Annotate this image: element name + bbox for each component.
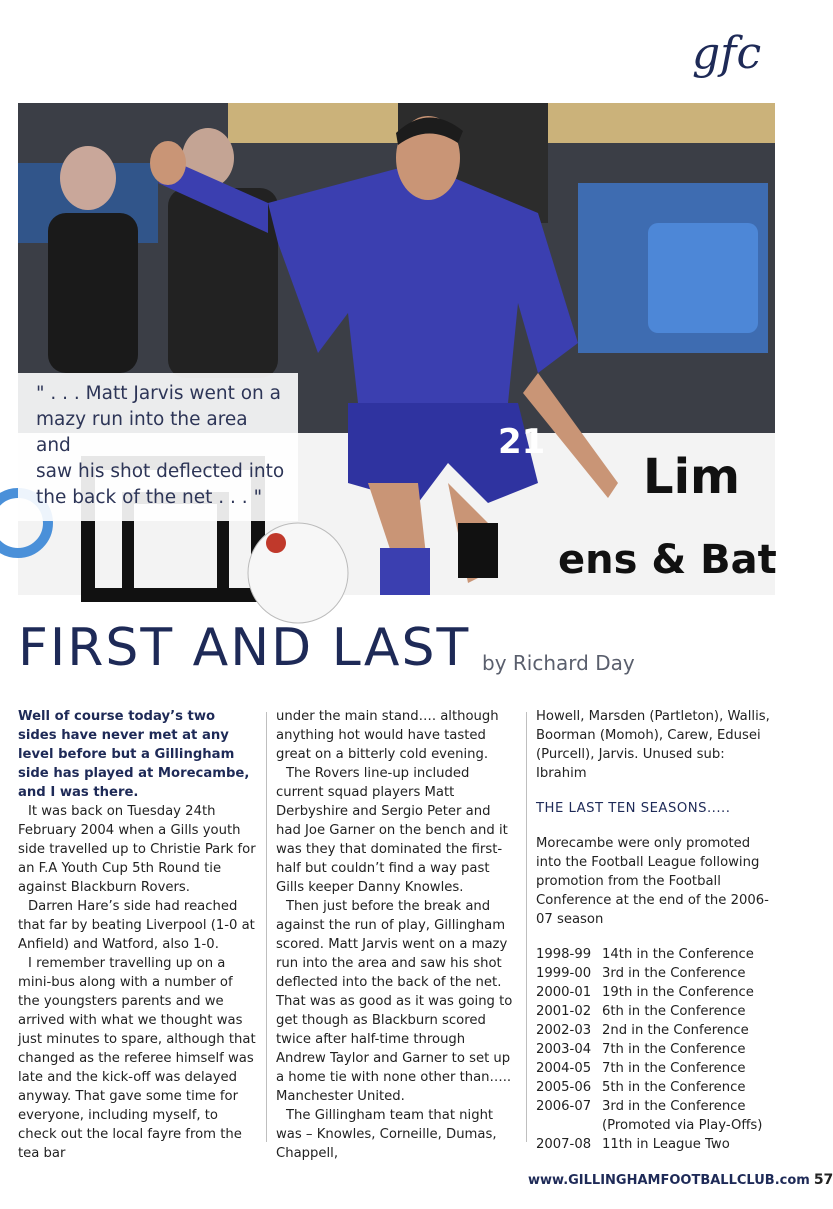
season-year: 1998-99 — [536, 947, 592, 962]
season-result: 14th in the Conference — [602, 947, 754, 962]
page-number: 57 — [813, 1172, 833, 1188]
promotion-note: Morecambe were only promoted into the Football League following promotion from the Football Conference at the end of the 2006-07 season — [536, 836, 769, 927]
pull-quote-line: the back of the net . . . " — [36, 487, 263, 508]
article-column-3 — [536, 707, 776, 1154]
season-row — [536, 1135, 776, 1154]
article-paragraph: Then just before the break and against the run of play, Gillingham scored. Matt Jarvis went on a mazy run into the area and saw his shot deflected into the back of the net. That was as good as it was going to get though as Blackburn scored twice after half-time through Andrew Taylor and Garner to set up a home tie with none other than….. Manchester United. — [276, 899, 513, 1104]
article-paragraph: Howell, Marsden (Partleton), Wallis, Boorman (Momoh), Carew, Edusei (Purcell), Jarvis. Unused sub: Ibrahim — [536, 709, 770, 781]
season-row — [536, 1021, 776, 1040]
season-year: 2001-02 — [536, 1004, 592, 1019]
article-lead: Well of course today’s two sides have never met at any level before but a Gillingham side has played at Morecambe, and I was there. — [18, 709, 250, 800]
banner-text-2: ens & Bat — [558, 537, 777, 583]
season-row — [536, 1097, 776, 1135]
season-result: 19th in the Conference — [602, 985, 754, 1000]
banner-text: Lim — [643, 449, 741, 505]
season-year: 2007-08 — [536, 1137, 592, 1152]
article-paragraph: under the main stand…. although anything hot would have tasted great on a bitterly cold evening. — [276, 709, 499, 762]
section-subheading: THE LAST TEN SEASONS..... — [536, 801, 731, 816]
match-photo — [18, 103, 775, 595]
shirt-number: 21 — [498, 422, 546, 462]
season-row — [536, 1059, 776, 1078]
article-column-1 — [18, 707, 256, 1163]
season-result: 3rd in the Conference (Promoted via Play-Offs) — [602, 1099, 763, 1133]
pull-quote — [18, 373, 298, 521]
club-logo-text: gfc — [692, 28, 762, 79]
article-paragraph: I remember travelling up on a mini-bus along with a number of the youngsters parents and we arrived with what we thought was just minutes to spare, although that changed as the referee himself was late and the kick-off was delayed anyway. That gave some time for everyone, including myself, to check out the local fayre from the tea bar — [18, 956, 256, 1161]
article-title: FIRST AND LAST — [18, 618, 471, 678]
season-result: 7th in the Conference — [602, 1061, 746, 1076]
season-row — [536, 1002, 776, 1021]
article-paragraph: It was back on Tuesday 24th February 2004 when a Gills youth side travelled up to Christie Park for an F.A Youth Cup 5th Round tie against Blackburn Rovers. — [18, 804, 256, 895]
season-result: 6th in the Conference — [602, 1004, 746, 1019]
season-year: 1999-00 — [536, 966, 592, 981]
season-year: 2006-07 — [536, 1099, 592, 1114]
season-row — [536, 1078, 776, 1097]
article-paragraph: Darren Hare’s side had reached that far by beating Liverpool (1-0 at Anfield) and Watford, also 1-0. — [18, 899, 255, 952]
club-website-link[interactable]: www.GILLINGHAMFOOTBALLCLUB.com — [528, 1173, 810, 1188]
season-row — [536, 945, 776, 964]
column-divider — [266, 712, 267, 1142]
season-result: 11th in League Two — [602, 1137, 730, 1152]
season-result: 2nd in the Conference — [602, 1023, 749, 1038]
season-year: 2002-03 — [536, 1023, 592, 1038]
pull-quote-line: " . . . Matt Jarvis went on a — [36, 383, 281, 404]
article-paragraph: The Rovers line-up included current squad players Matt Derbyshire and Sergio Peter and had Joe Garner on the bench and it was they that dominated the first-half but couldn’t find a way past Gills keeper Danny Knowles. — [276, 766, 508, 895]
season-row — [536, 964, 776, 983]
page-footer — [528, 1172, 833, 1188]
photo-illustration — [18, 103, 775, 595]
season-row — [536, 1040, 776, 1059]
article-byline: by Richard Day — [482, 651, 635, 675]
article-paragraph: The Gillingham team that night was – Knowles, Corneille, Dumas, Chappell, — [276, 1108, 497, 1161]
pull-quote-line: mazy run into the area and — [36, 409, 248, 456]
pull-quote-line: saw his shot deflected into — [36, 461, 285, 482]
season-year: 2000-01 — [536, 985, 592, 1000]
season-result: 3rd in the Conference — [602, 966, 746, 981]
season-row — [536, 983, 776, 1002]
season-year: 2003-04 — [536, 1042, 592, 1057]
club-logo — [690, 20, 780, 80]
column-divider — [526, 712, 527, 1142]
season-year: 2004-05 — [536, 1061, 592, 1076]
season-result: 5th in the Conference — [602, 1080, 746, 1095]
season-result: 7th in the Conference — [602, 1042, 746, 1057]
season-year: 2005-06 — [536, 1080, 592, 1095]
article-column-2 — [276, 707, 514, 1163]
seasons-list — [536, 945, 776, 1154]
